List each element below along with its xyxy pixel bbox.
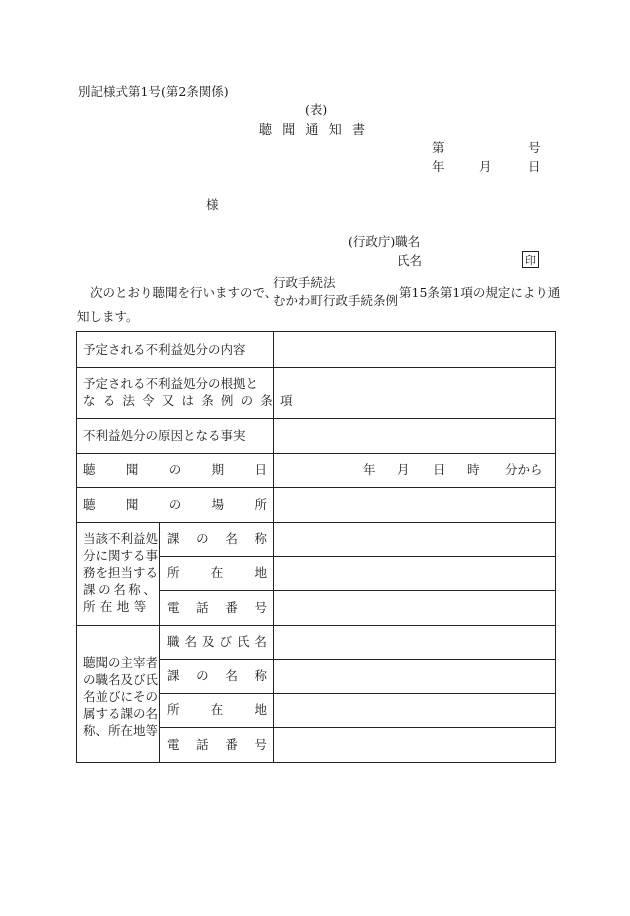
label-proposed-action: 予定される不利益処分の内容 — [83, 342, 246, 357]
label-char: 及 — [201, 634, 215, 649]
document-title — [259, 124, 365, 137]
group-line: 当該不利益処 — [83, 531, 159, 546]
label-char: の — [196, 668, 209, 683]
date-fill-month: 月 — [397, 462, 410, 477]
label-hearing-date — [83, 464, 267, 477]
seal-mark: 印 — [522, 251, 539, 268]
label-char: 日 — [254, 462, 267, 477]
group-line: 聴聞の主宰者 — [83, 655, 159, 670]
label-basis-line-1: 予定される不利益処分の根拠と — [83, 376, 259, 391]
label-char: び — [219, 634, 232, 649]
row-divider — [159, 590, 555, 591]
sub-label-address — [167, 704, 267, 717]
label-char: の — [168, 497, 182, 512]
row-divider — [77, 487, 555, 488]
label-char: の — [168, 462, 182, 477]
side-label: (表) — [305, 102, 328, 117]
form-number: 別記様式第1号(第2条関係) — [78, 84, 229, 99]
body-law-1: 行政手続法 — [273, 275, 336, 290]
label-char: 課 — [167, 531, 180, 546]
body-lead: 次のとおり聴聞を行いますので、 — [90, 285, 278, 300]
addressee-honorific: 様 — [206, 197, 219, 212]
label-basis-text: なる法令又は条例の条項 — [83, 393, 300, 408]
date-fill-minute: 分から — [505, 462, 543, 477]
label-char: 聞 — [125, 462, 139, 477]
body-tail: 第15条第1項の規定により通 — [399, 285, 561, 300]
label-char: 地 — [254, 702, 267, 717]
doc-number-prefix: 第 — [432, 140, 445, 155]
row-divider — [77, 418, 555, 419]
date-month: 月 — [479, 159, 492, 174]
label-hearing-place — [83, 499, 267, 512]
label-char: 在 — [210, 702, 224, 717]
label-char: 地 — [254, 565, 267, 580]
label-char: 号 — [254, 737, 267, 752]
label-char: 職 — [167, 634, 180, 649]
date-fill-day: 日 — [433, 462, 446, 477]
row-divider — [77, 453, 555, 454]
title-char: 書 — [351, 123, 365, 138]
sender-title-label: (行政庁)職名 — [348, 234, 421, 249]
sub-label-title-and-name — [167, 636, 267, 649]
row-divider — [77, 522, 555, 523]
label-char: 所 — [167, 565, 180, 580]
doc-number-suffix: 号 — [528, 140, 541, 155]
title-char: 知 — [328, 123, 342, 138]
label-char: 電 — [167, 600, 180, 615]
row-divider — [159, 556, 555, 557]
row-divider — [159, 727, 555, 728]
sub-label-phone — [167, 739, 267, 752]
body-tail-2: 知します。 — [77, 309, 139, 324]
label-char: 称 — [254, 668, 267, 683]
sub-label-section-name — [167, 533, 267, 546]
row-divider — [77, 367, 555, 368]
date-fill-year: 年 — [363, 462, 376, 477]
label-char: 期 — [211, 462, 225, 477]
label-char: 課 — [167, 668, 180, 683]
group-line: 所在地等 — [83, 599, 151, 614]
group-line: の職名及び氏 — [83, 672, 159, 687]
label-char: 番 — [225, 737, 238, 752]
title-char: 聞 — [282, 123, 296, 138]
label-char: 所 — [167, 702, 180, 717]
label-char: 電 — [167, 737, 180, 752]
sender-name-label: 氏名 — [397, 253, 423, 268]
group-line: 名並びにその — [83, 689, 159, 704]
hearing-info-table — [76, 331, 556, 763]
group-line: 務を担当する — [83, 565, 159, 580]
row-divider — [159, 693, 555, 694]
sub-label-section-name — [167, 670, 267, 683]
label-char: 場 — [211, 497, 225, 512]
label-char: 話 — [196, 600, 209, 615]
label-char: 名 — [225, 668, 238, 683]
label-char: 名 — [225, 531, 238, 546]
label-char: の — [196, 531, 209, 546]
body-law-2: むかわ町行政手続条例 — [273, 293, 399, 308]
group-line: 分に関する事 — [83, 548, 159, 563]
sub-label-address — [167, 567, 267, 580]
label-char: 氏 — [236, 634, 250, 649]
date-year: 年 — [432, 159, 445, 174]
label-char: 聴 — [83, 497, 96, 512]
label-char: 在 — [210, 565, 224, 580]
label-char: 番 — [225, 600, 238, 615]
label-cause-facts: 不利益処分の原因となる事実 — [83, 428, 246, 443]
row-divider — [159, 659, 555, 660]
label-char: 聞 — [125, 497, 139, 512]
title-char: 通 — [305, 123, 319, 138]
date-fill-hour: 時 — [467, 462, 480, 477]
group-line: 称、所在地等 — [83, 723, 159, 738]
sub-label-phone — [167, 602, 267, 615]
label-char: 話 — [196, 737, 209, 752]
label-char: 所 — [254, 497, 267, 512]
label-basis-line-2 — [83, 393, 300, 408]
label-char: 名 — [184, 634, 197, 649]
label-char: 称 — [254, 531, 267, 546]
column-divider — [159, 522, 160, 762]
label-char: 号 — [254, 600, 267, 615]
group-label-presiding-officer — [83, 654, 157, 739]
title-char: 聴 — [259, 123, 273, 138]
group-label-responsible-section — [83, 530, 159, 615]
group-line: 課の名称、 — [83, 582, 159, 597]
row-divider — [77, 625, 555, 626]
date-day: 日 — [528, 159, 541, 174]
group-line: 属する課の名 — [83, 706, 159, 721]
label-char: 聴 — [83, 462, 96, 477]
label-char: 名 — [254, 634, 267, 649]
